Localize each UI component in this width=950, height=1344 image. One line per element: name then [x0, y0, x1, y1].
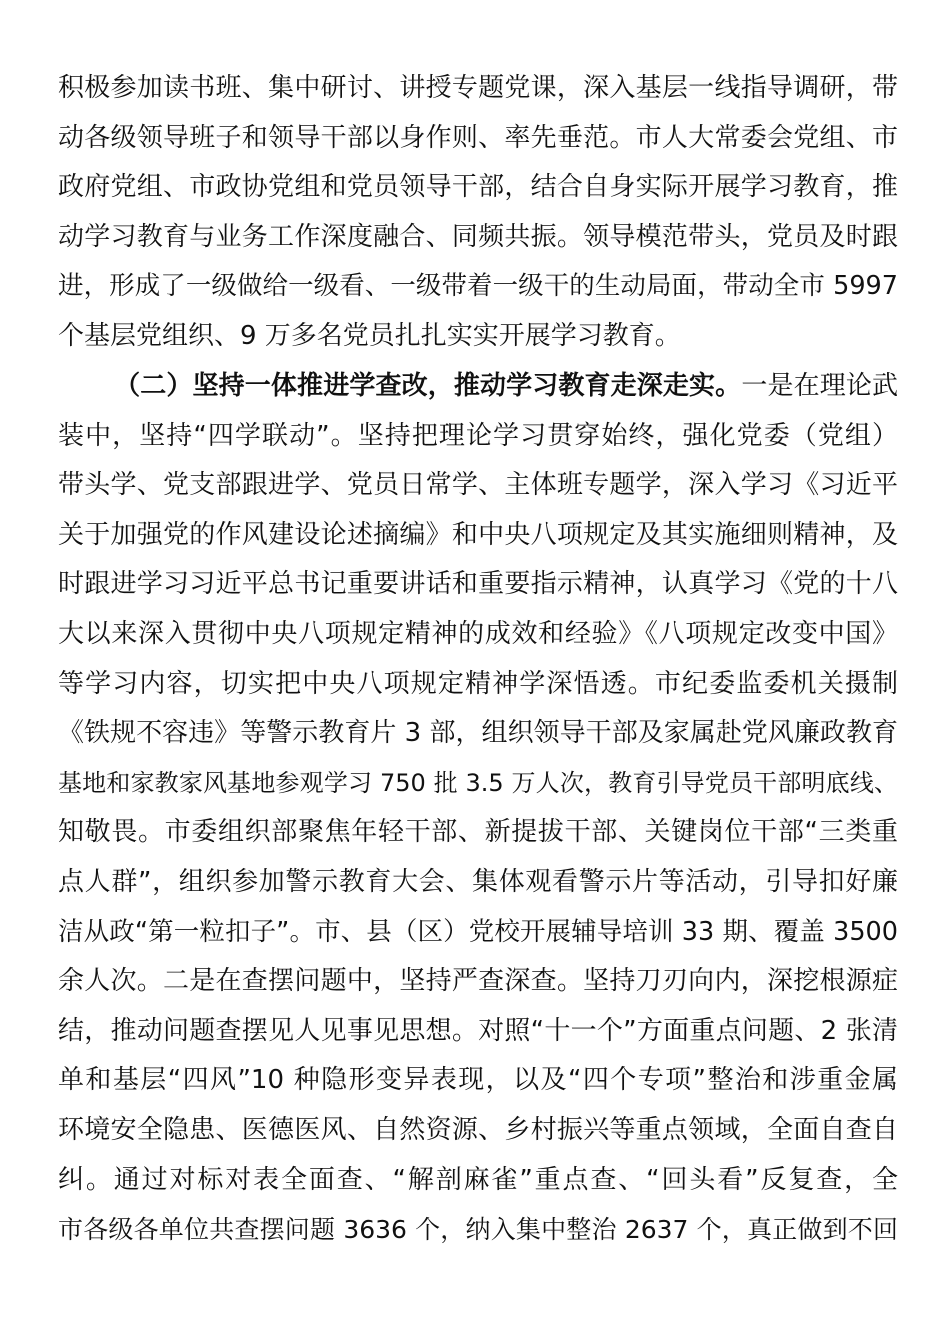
paragraph-2-line: 等学习内容，切实把中央八项规定精神学深悟透。市纪委监委机关摄制	[58, 668, 898, 699]
paragraph-1-line: 动各级领导班子和领导干部以身作则、率先垂范。市人大常委会党组、市	[58, 122, 898, 153]
paragraph-2-line: 带头学、党支部跟进学、党员日常学、主体班专题学，深入学习《习近平	[58, 470, 898, 501]
heading-continuation: 一是在理论武	[741, 371, 898, 401]
paragraph-1-line: 个基层党组织、9 万多名党员扎扎实实开展学习教育。	[58, 320, 681, 351]
paragraph-2-first-line	[58, 362, 898, 412]
paragraph-2-line: 单和基层“四风”10 种隐形变异表现，以及“四个专项”整治和涉重金属	[58, 1065, 898, 1096]
paragraph-2-line: 装中，坚持“四学联动”。坚持把理论学习贯穿始终，强化党委（党组）	[58, 420, 898, 451]
paragraph-1-line: 积极参加读书班、集中研讨、讲授专题党课，深入基层一线指导调研，带	[58, 73, 898, 103]
paragraph-1-line: 动学习教育与业务工作深度融合、同频共振。领导模范带头，党员及时跟	[58, 221, 898, 252]
section-heading: （二）坚持一体推进学查改，推动学习教育走深走实。	[114, 371, 742, 401]
paragraph-2-line: 基地和家教家风基地参观学习 750 批 3.5 万人次，教育引导党员干部明底线、	[58, 768, 898, 797]
paragraph-2-line: 点人群”，组织参加警示教育大会、集体观看警示片等活动，引导扣好廉	[58, 866, 898, 897]
paragraph-2-line: 纠。通过对标对表全面查、“解剖麻雀”重点查、“回头看”反复查，全	[58, 1164, 898, 1195]
paragraph-2	[58, 362, 898, 1255]
paragraph-2-line: 洁从政“第一粒扣子”。市、县（区）党校开展辅导培训 33 期、覆盖 3500	[58, 916, 898, 947]
paragraph-1	[58, 64, 898, 362]
paragraph-2-line: 余人次。二是在查摆问题中，坚持严查深查。坚持刀刃向内，深挖根源症	[58, 966, 898, 997]
paragraph-1-line: 进，形成了一级做给一级看、一级带着一级干的生动局面，带动全市 5997	[58, 271, 898, 302]
paragraph-2-line: 环境安全隐患、医德医风、自然资源、乡村振兴等重点领域，全面自查自	[58, 1114, 898, 1145]
paragraph-2-line: 市各级各单位共查摆问题 3636 个，纳入集中整治 2637 个，真正做到不回	[58, 1215, 898, 1245]
paragraph-2-line: 关于加强党的作风建设论述摘编》和中央八项规定及其实施细则精神，及	[58, 519, 898, 550]
paragraph-2-line: 知敬畏。市委组织部聚焦年轻干部、新提拔干部、关键岗位干部“三类重	[58, 817, 898, 848]
paragraph-2-line: 时跟进学习习近平总书记重要讲话和重要指示精神，认真学习《党的十八	[58, 569, 898, 600]
paragraph-2-line: 结，推动问题查摆见人见事见思想。对照“十一个”方面重点问题、2 张清	[58, 1015, 898, 1046]
paragraph-2-line: 大以来深入贯彻中央八项规定精神的成效和经验》《八项规定改变中国》	[58, 618, 898, 649]
paragraph-2-line: 《铁规不容违》等警示教育片 3 部，组织领导干部及家属赴党风廉政教育	[58, 718, 898, 749]
paragraph-1-line: 政府党组、市政协党组和党员领导干部，结合自身实际开展学习教育，推	[58, 172, 898, 203]
